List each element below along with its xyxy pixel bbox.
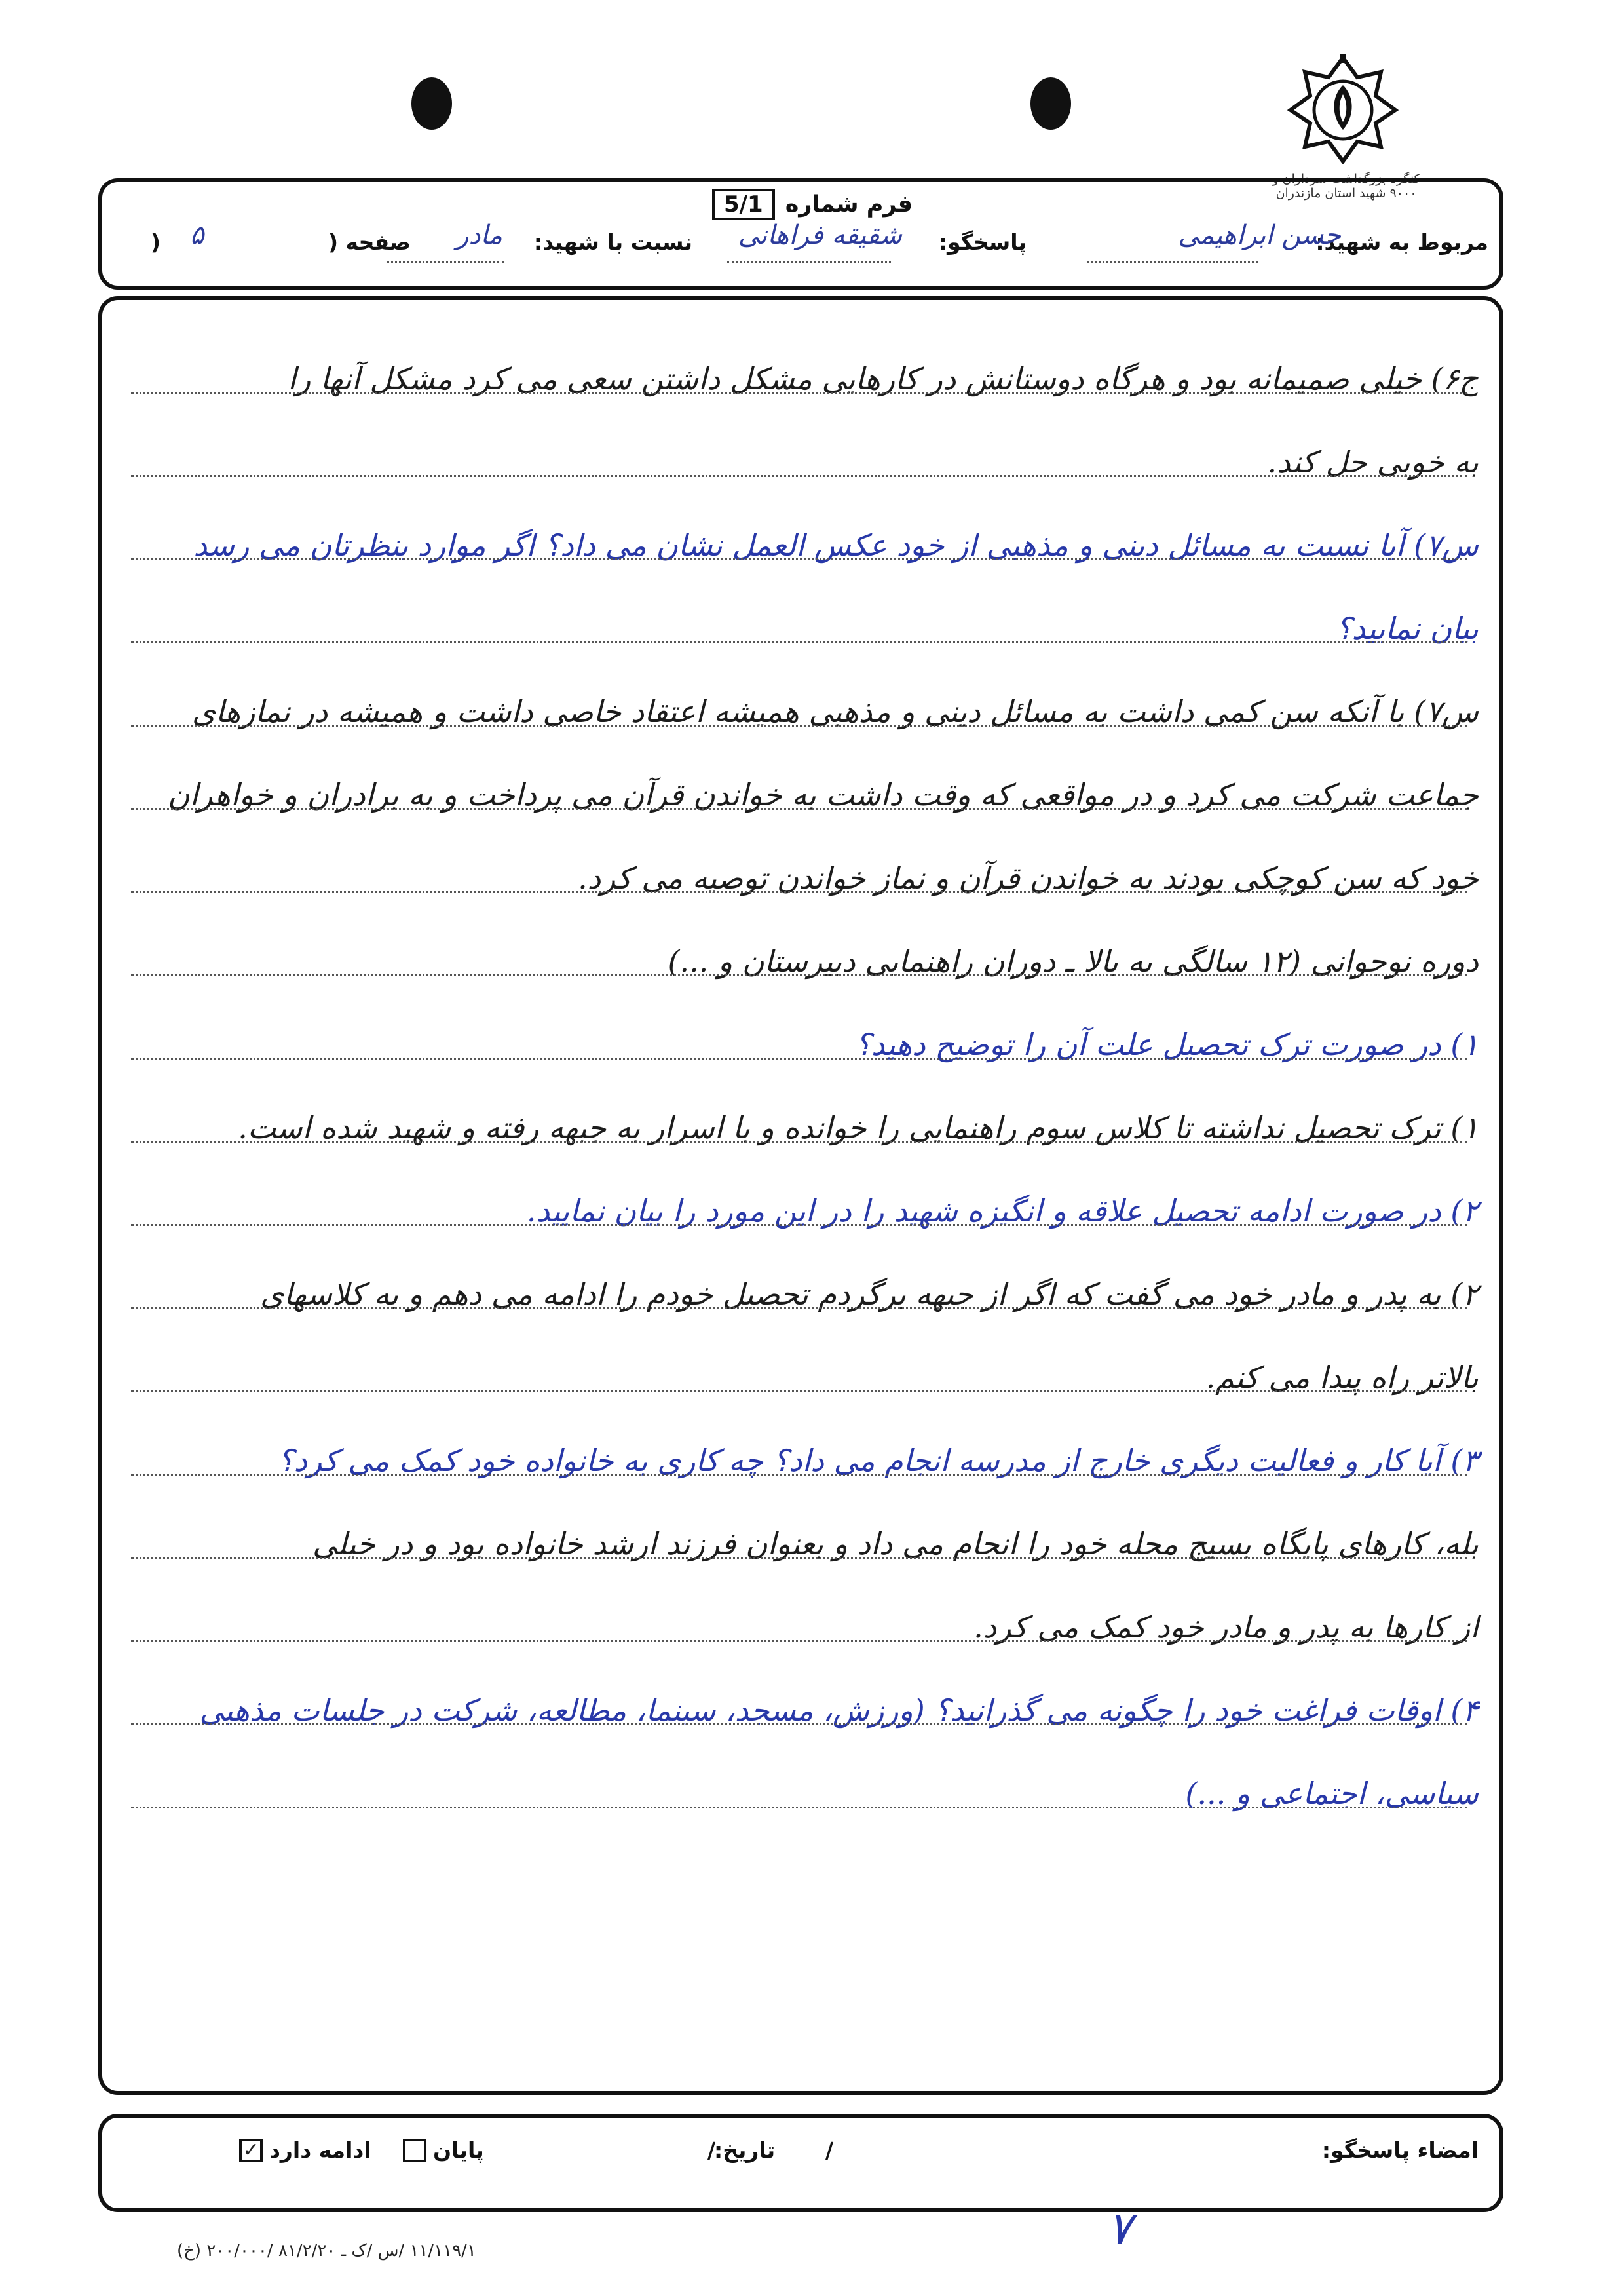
page-label: صفحه ( [328,229,411,255]
answer-line-14: ۳) آیا کار و فعالیت دیگری خارج از مدرسه انجام می داد؟ چه کاری به خانواده خود کمک می کرد؟ [278,1443,1479,1478]
ruled-line-2 [131,475,1467,477]
continue-checkbox[interactable]: ✓ [239,2139,263,2162]
ruled-line-11 [131,1224,1467,1226]
page-label-close: ) [151,229,161,255]
print-code: ۱۱/۱۱۹/۱ /س /ک ـ ۸۱/۲/۲۰ /۲۰۰/۰۰۰ (خ) [177,2241,476,2261]
answer-line-7: خود که سن کوچکی بودند به خواندن قرآن و نماز خواندن توصیه می کرد. [578,860,1479,896]
ruled-line-3 [131,558,1467,560]
relation-field[interactable]: مادر [456,220,502,250]
date-label: تاریخ: [714,2137,776,2163]
ruled-line-5 [131,725,1467,727]
ruled-line-13 [131,1390,1467,1392]
answer-line-6: جماعت شرکت می کرد و در مواقعی که وقت داشت به خواندن قرآن می پرداخت و به برادران و خواهران [167,777,1479,813]
answer-line-3: س۷) آیا نسبت به مسائل دینی و مذهبی از خود عکس العمل نشان می داد؟ اگر موارد بنظرتان می رسد [193,527,1479,563]
answer-line-15: بله، کارهای پایگاه بسیج محله خود را انجام می داد و بعنوان فرزند ارشد خانواده بود و در خیلی [312,1526,1479,1561]
ruled-line-6 [131,808,1467,810]
answer-line-16: از کارها به پدر و مادر خود کمک می کرد. [973,1609,1479,1645]
end-option[interactable] [403,2137,484,2163]
form-number: 5/1 [712,189,775,220]
martyr-name-underline [1087,261,1258,263]
answer-line-11: ۲) در صورت ادامه تحصیل علاقه و انگیزه شهید را در این مورد را بیان نمایید. [526,1193,1479,1229]
ruled-line-9 [131,1058,1467,1060]
answer-line-10: ۱) ترک تحصیل نداشته تا کلاس سوم راهنمایی را خوانده و با اسرار به جبهه رفته و شهید شده است. [238,1110,1479,1145]
end-checkbox[interactable] [403,2139,426,2162]
ruled-line-7 [131,891,1467,893]
ruled-line-4 [131,641,1467,643]
answer-line-8: دوره نوجوانی (۱۲ سالگی به بالا ـ دوران راهنمایی دبیرستان و ...) [668,944,1479,979]
answer-line-9: ۱) در صورت ترک تحصیل علت آن را توضیح دهید؟ [855,1027,1479,1062]
footer-box [98,2114,1503,2212]
answer-line-1: ج۶) خیلی صمیمانه بود و هرگاه دوستانش در کارهایی مشکل داشتن سعی می کرد مشکل آنها را [288,361,1479,396]
date-separator-2: / [707,2137,716,2163]
form-title-group [681,185,943,224]
signature-label: امضاء پاسخگو: [1321,2137,1479,2163]
answer-line-5: س۷) با آنکه سن کمی داشت به مسائل دینی و مذهبی همیشه اعتقاد خاصی داشت و همیشه در نمازهای [191,694,1479,729]
punch-hole-right [1030,77,1071,130]
organization-logo-icon [1284,52,1402,164]
answer-line-12: ۲) به پدر و مادر خود می گفت که اگر از جبهه برگردم تحصیل خودم را ادامه می دهم و به کلاسهای [260,1276,1479,1312]
relation-label: نسبت با شهید: [533,229,692,255]
ruled-line-15 [131,1557,1467,1559]
answer-line-17: ۴) اوقات فراغت خود را چگونه می گذرانید؟ (ورزش، مسجد، سینما، مطالعه، شرکت در جلسات مذهبی [199,1693,1479,1728]
ruled-line-12 [131,1307,1467,1309]
answer-line-4: بیان نمایید؟ [1336,611,1479,646]
respondent-name-underline [727,261,891,263]
continue-option[interactable] [239,2137,371,2163]
martyr-name-field[interactable]: حسن ابراهیمی [1178,220,1341,250]
ruled-line-16 [131,1640,1467,1642]
ruled-line-1 [131,392,1467,394]
ruled-line-14 [131,1474,1467,1476]
handwritten-page-mark: ۷ [1107,2202,1132,2255]
respondent-label: پاسخگو: [938,229,1027,255]
logo-caption: کنگره بزرگداشت سرداران و ۹۰۰۰ شهید استان مازندران [1272,172,1420,201]
form-title: فرم شماره [785,191,913,218]
end-label: پایان [433,2137,484,2163]
answer-line-2: به خوبی حل کند. [1267,444,1479,480]
ruled-line-10 [131,1141,1467,1143]
continue-label: ادامه دارد [269,2137,371,2163]
relation-underline [387,261,504,263]
page-number-field[interactable]: ۵ [190,220,204,250]
answer-line-18: سیاسی، اجتماعی و ...) [1185,1776,1479,1811]
respondent-name-field[interactable]: شقیقه فراهانی [738,220,902,250]
answer-line-13: بالاتر راه پیدا می کنم. [1205,1360,1479,1395]
martyr-label: مربوط به شهید: [1315,229,1488,255]
ruled-line-18 [131,1807,1467,1808]
ruled-line-17 [131,1723,1467,1725]
date-separator-1: / [825,2137,834,2163]
ruled-line-8 [131,974,1467,976]
punch-hole-left [411,77,452,130]
